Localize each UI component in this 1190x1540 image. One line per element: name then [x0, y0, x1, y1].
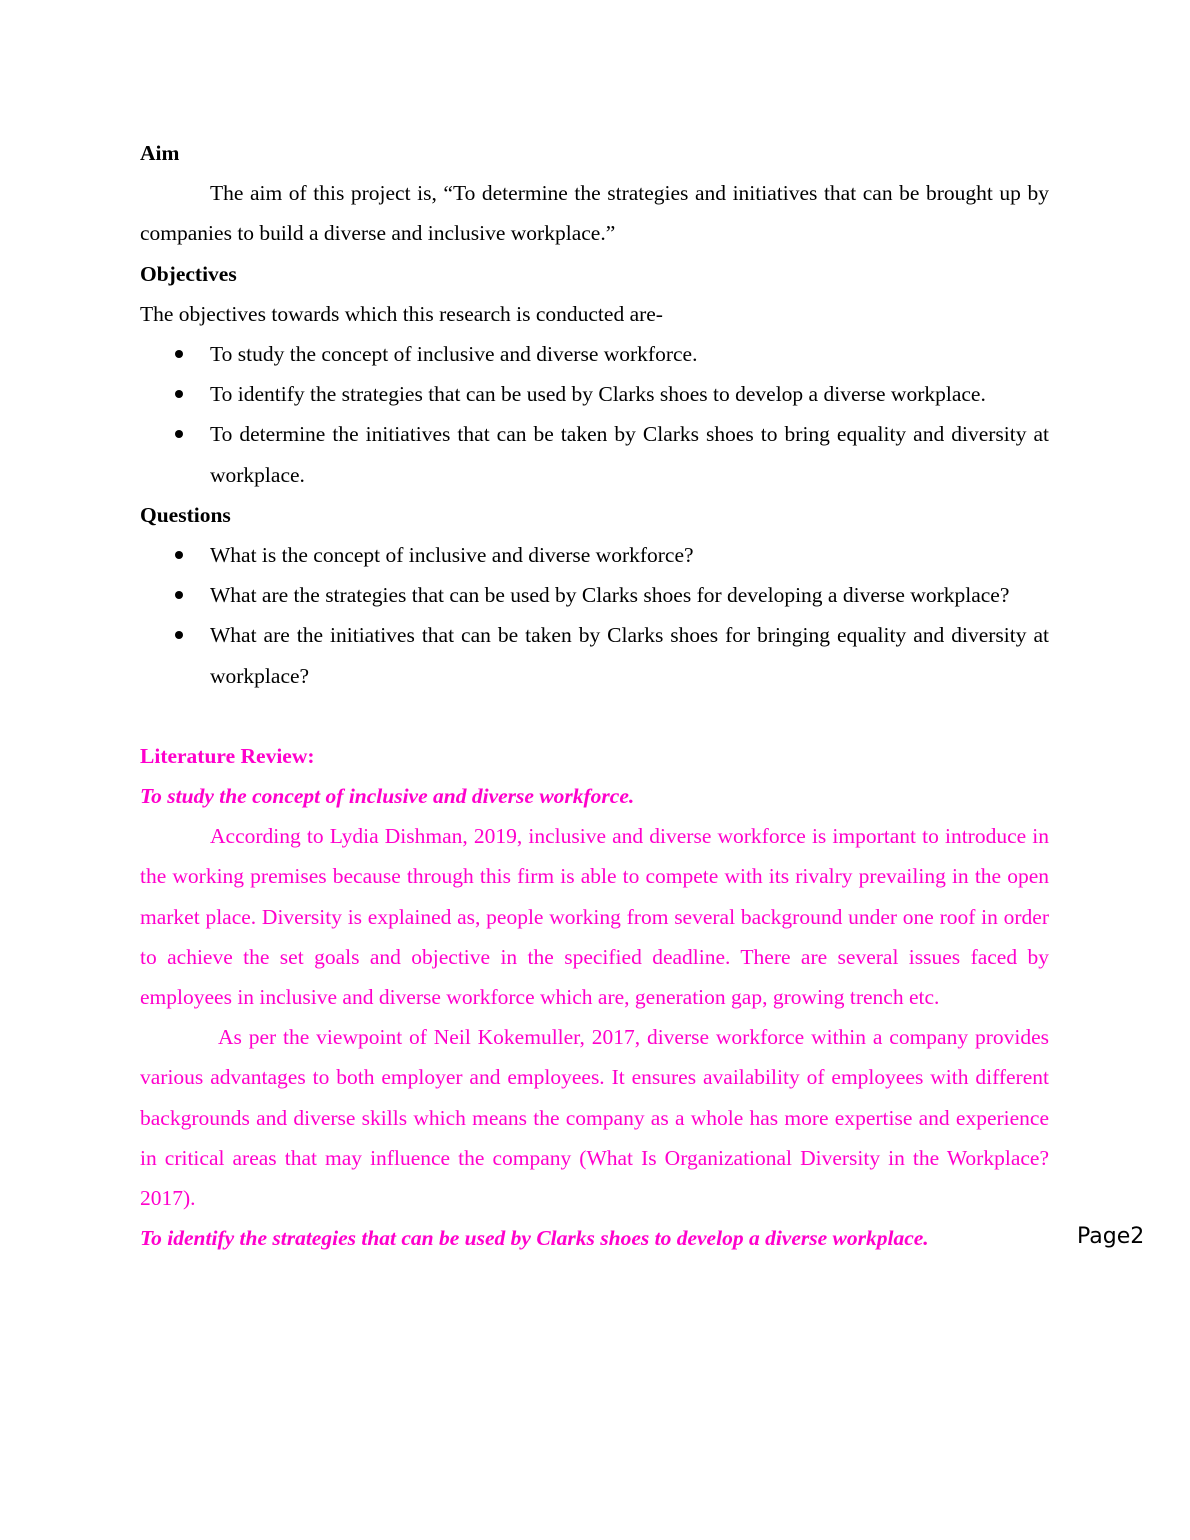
- literature-subheading-1: To study the concept of inclusive and diverse workforce.: [140, 784, 635, 809]
- list-item-text: What is the concept of inclusive and diverse workforce?: [210, 543, 694, 568]
- bullet-icon: [175, 591, 183, 599]
- list-item-text: To study the concept of inclusive and diverse workforce.: [210, 342, 698, 367]
- section-gap: [140, 696, 1049, 736]
- list-item: [140, 615, 1049, 695]
- bullet-icon: [175, 390, 183, 398]
- questions-list: [140, 535, 1049, 696]
- list-item-text: What are the initiatives that can be taken by Clarks shoes for bringing equality and diversity at workplace?: [210, 623, 1049, 688]
- list-item-text: What are the strategies that can be used by Clarks shoes for developing a diverse workplace?: [210, 583, 1010, 608]
- bullet-icon: [175, 551, 183, 559]
- list-item: [140, 575, 1049, 615]
- list-item: [140, 374, 1049, 414]
- list-item: [140, 414, 1049, 494]
- list-item-text: To determine the initiatives that can be taken by Clarks shoes to bring equality and diversity at workplace.: [210, 422, 1049, 487]
- document-page: [140, 133, 1049, 1258]
- bullet-icon: [175, 350, 183, 358]
- objectives-heading: Objectives: [140, 261, 237, 286]
- aim-heading: Aim: [140, 141, 180, 165]
- questions-heading: Questions: [140, 502, 231, 527]
- literature-review-heading: Literature Review:: [140, 743, 315, 768]
- literature-subheading-2: To identify the strategies that can be used by Clarks shoes to develop a diverse workplace.: [140, 1226, 929, 1251]
- aim-paragraph: The aim of this project is, “To determine the strategies and initiatives that can be brought up by companies to build a diverse and inclusive workplace.”: [140, 181, 1049, 246]
- objectives-list: [140, 334, 1049, 495]
- list-item-text: To identify the strategies that can be used by Clarks shoes to develop a diverse workplace.: [210, 382, 986, 407]
- bullet-icon: [175, 631, 183, 639]
- list-item: [140, 535, 1049, 575]
- page-number: Page2: [1077, 1224, 1145, 1249]
- literature-paragraph-2: As per the viewpoint of Neil Kokemuller, 2017, diverse workforce within a company provides various advantages to both employer and employees. It ensures availability of employees with different backgrounds and diverse skills which means the company as a whole has more expertise and experience in critical areas that may influence the company (What Is Organizational Diversity in the Workplace? 2017).: [140, 1025, 1049, 1211]
- objectives-intro: The objectives towards which this research is conducted are-: [140, 301, 663, 326]
- bullet-icon: [175, 430, 183, 438]
- list-item: [140, 334, 1049, 374]
- literature-paragraph-1: According to Lydia Dishman, 2019, inclusive and diverse workforce is important to introduce in the working premises because through this firm is able to compete with its rivalry prevailing in the open market place. Diversity is explained as, people working from several background under one roof in order to achieve the set goals and objective in the specified deadline. There are several issues faced by employees in inclusive and diverse workforce which are, generation gap, growing trench etc.: [140, 824, 1049, 1010]
